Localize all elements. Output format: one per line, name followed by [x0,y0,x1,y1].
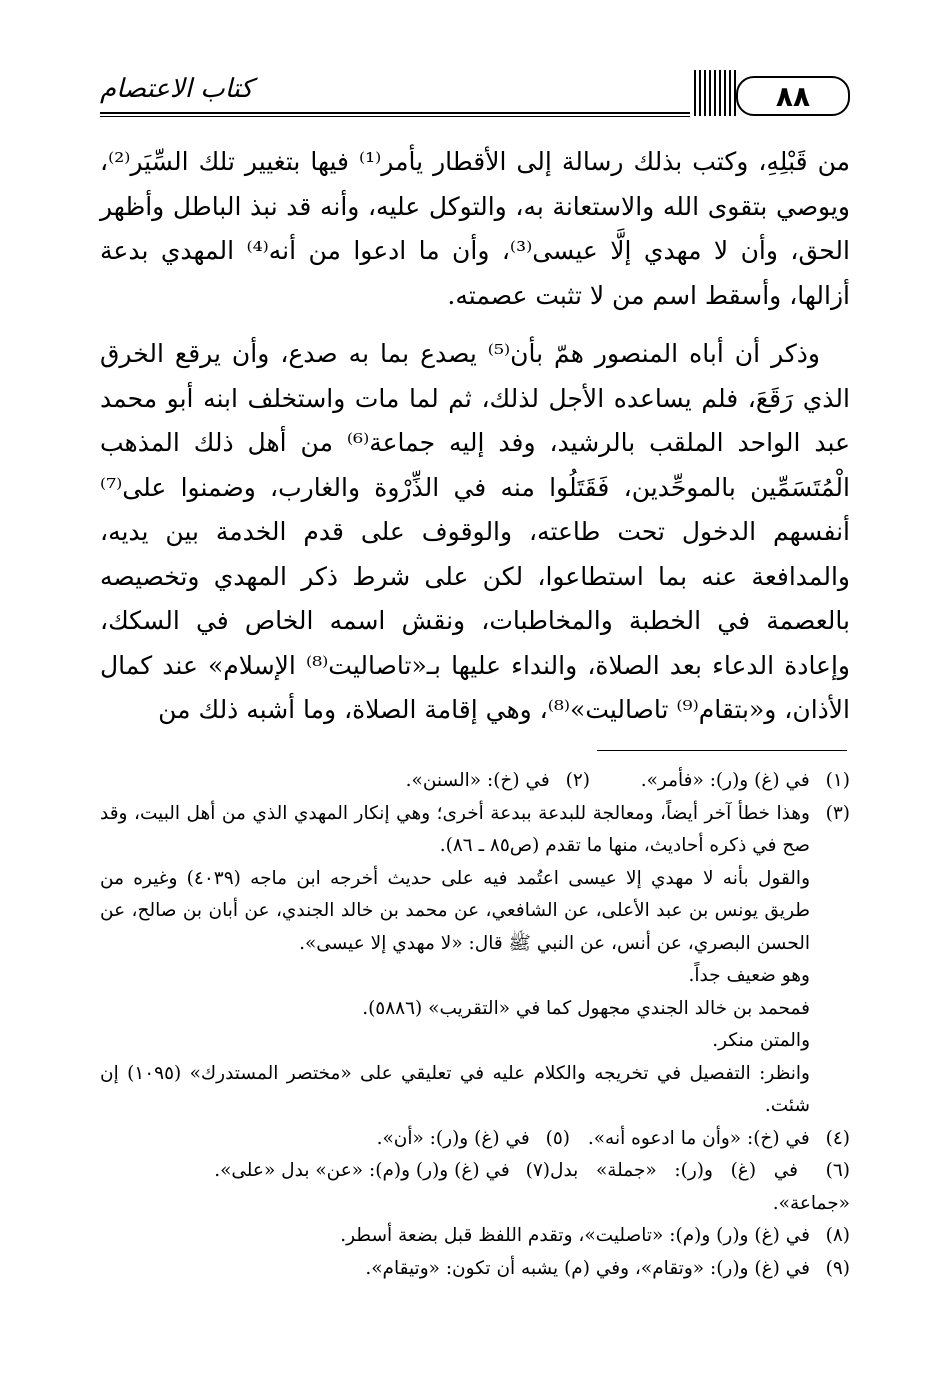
header-rule [100,112,690,114]
footnote-line: والقول بأنه لا مهدي إلا عيسى اعتُمد فيه على حديث أخرجه ابن ماجه (٤٠٣٩) وغيره من طريق يونس بن عبد الأعلى، عن الشافعي، عن محمد بن خالد الجندي، عن أبان بن صالح، عن الحسن البصري، عن أنس، عن النبي ﷺ قال: «لا مهدي إلا عيسى». [100,867,811,954]
footnote-number: (١) [825,770,850,791]
footnote-text: في (غ) و(ر): «أن». [376,1127,530,1149]
page-header [100,60,850,120]
footnote-text: في (خ): «السنن». [405,770,550,791]
footnotes [100,765,850,1285]
footnote-number: (٣) [825,802,850,824]
footnote-row [100,765,850,798]
footnote-number: (٨) [825,1225,850,1246]
header-rule-thin [100,116,690,117]
footnote-text: في (غ) و(ر) و(م): «تاصليت»، وتقدم اللفظ قبل بضعة أسطر. [340,1225,810,1246]
footnote-line: فمحمد بن خالد الجندي مجهول كما في «التقريب» (٥٨٨٦). [362,997,810,1019]
paragraph: من قَبْلِهِ، وكتب بذلك رسالة إلى الأقطار يأمر⁽¹⁾ فيها بتغيير تلك السِّيَر⁽²⁾، ويوصي بتقوى الله والاستعانة به، والتوكل عليه، وأنه قد نبذ الباطل وأظهر الحق، وأن لا مهدي إلَّا عيسى⁽³⁾، وأن ما ادعوا من أنه⁽⁴⁾ المهدي بدعة أزالها، وأسقط اسم من لا تثبت عصمته. [100,147,851,310]
page-number: ٨٨ [736,76,850,116]
footnote-line: وانظر: التفصيل في تخريجه والكلام عليه في تعليقي على «مختصر المستدرك» (١٠٩٥) إن شئت. [100,1062,810,1116]
footnote-row [100,1123,850,1156]
footnote-number: (٤) [825,1127,850,1149]
footnote [100,1253,850,1286]
header-ornament [694,70,736,116]
footnote-text: في (غ) و(ر) و(م): «عن» بدل «على». [214,1160,510,1181]
book-title: كتاب الاعتصام [100,74,253,104]
footnote [100,798,850,1123]
main-text [100,140,850,733]
footnote-row [100,1155,850,1220]
footnote-text: في (غ) و(ر): «جملة» بدل «جماعة». [550,1160,850,1214]
footnote-number: (٥) [545,1127,570,1149]
footnote-number: (٩) [825,1257,850,1279]
footnote-separator [597,750,847,751]
footnote-line: والمتن منكر. [712,1030,810,1051]
footnote-text: في (غ) و(ر): «فأمر». [640,770,810,791]
footnote-number: (٦) [825,1160,850,1181]
footnote-text: في (خ): «وأن ما ادعوه أنه». [587,1127,810,1149]
footnote-number: (٧) [525,1160,550,1181]
footnote-line: وهذا خطأ آخر أيضاً، ومعالجة للبدعة ببدعة أخرى؛ وهي إنكار المهدي الذي من أهل البيت، وقد صح في ذكره أحاديث، منها ما تقدم (ص٨٥ ـ ٨٦). [100,802,810,856]
footnote [100,1220,850,1253]
footnote-number: (٢) [565,770,590,791]
paragraph: وذكر أن أباه المنصور همّ بأن⁽⁵⁾ يصدع بما به صدع، وأن يرقع الخرق الذي رَقَعَ، فلم يساعده الأجل لذلك، ثم لما مات واستخلف ابنه أبو محمد عبد الواحد الملقب بالرشيد، وفد إليه جماعة⁽⁶⁾ من أهل ذلك المذهب الْمُتَسَمِّين بالموحِّدين، فَقَتَلُوا منه في الذِّرْوة والغارب، وضمنوا على⁽⁷⁾ أنفسهم الدخول تحت طاعته، والوقوف على قدم الخدمة بين يديه، والمدافعة عنه بما استطاعوا، لكن على شرط ذكر المهدي وتخصيصه بالعصمة في الخطبة والمخاطبات، ونقش اسمه الخاص في السكك، وإعادة الدعاء بعد الصلاة، والنداء عليها بـ«تاصاليت⁽⁸⁾ الإسلام» عند كمال الأذان، و«بتقام⁽⁹⁾ تاصاليت»⁽⁸⁾، وهي إقامة الصلاة، وما أشبه ذلك من [100,339,851,724]
footnote-text: في (غ) و(ر): «وتقام»، وفي (م) يشبه أن تكون: «وتيقام». [365,1257,810,1279]
footnote-line: وهو ضعيف جداً. [688,965,810,986]
